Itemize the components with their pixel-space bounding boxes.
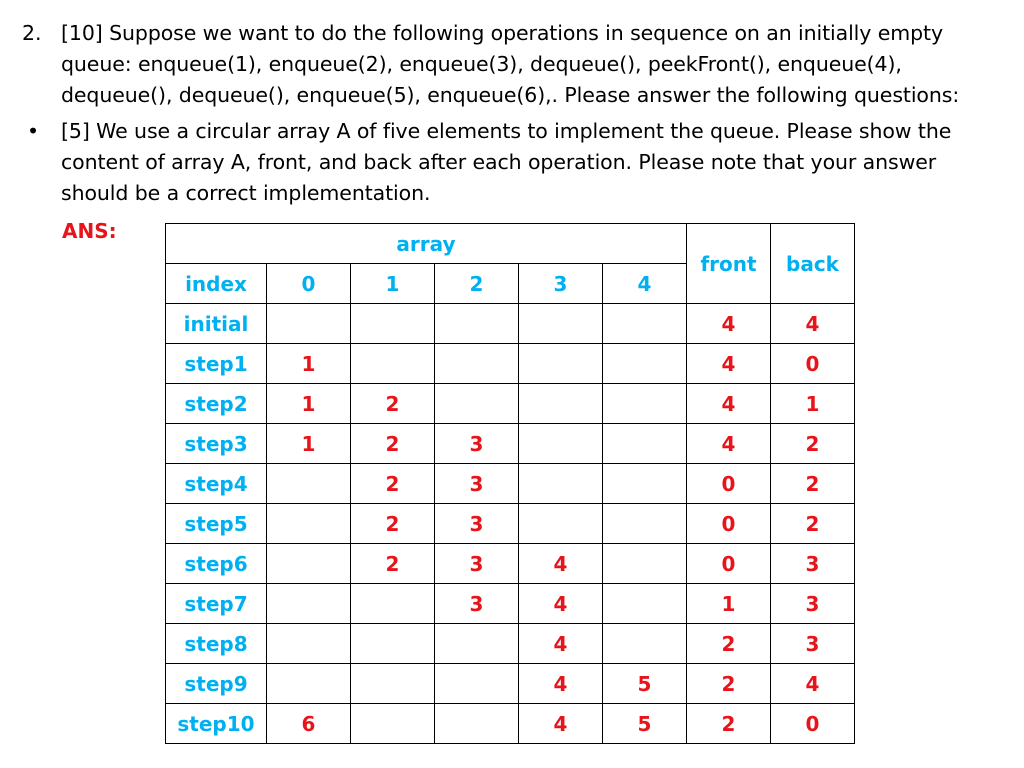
table-row — [166, 464, 855, 504]
back-cell: 2 — [771, 504, 855, 544]
array-cell: 5 — [603, 704, 687, 744]
front-cell: 4 — [687, 384, 771, 424]
step-label: step8 — [166, 624, 267, 664]
array-cell: 3 — [435, 544, 519, 584]
array-cell — [519, 384, 603, 424]
array-cell — [267, 304, 351, 344]
question-line: queue: enqueue(1), enqueue(2), enqueue(3), dequeue(), peekFront(), enqueue(4), — [61, 52, 902, 76]
table-row — [166, 424, 855, 464]
array-cell — [519, 464, 603, 504]
back-header: back — [771, 224, 855, 304]
back-cell: 2 — [771, 464, 855, 504]
array-cell — [351, 584, 435, 624]
array-cell — [351, 624, 435, 664]
back-cell: 3 — [771, 584, 855, 624]
array-cell — [603, 304, 687, 344]
step-label: step9 — [166, 664, 267, 704]
front-cell: 4 — [687, 344, 771, 384]
array-cell — [351, 304, 435, 344]
table-row — [166, 304, 855, 344]
step-label: step3 — [166, 424, 267, 464]
back-cell: 3 — [771, 624, 855, 664]
array-cell: 3 — [435, 504, 519, 544]
step-label: step10 — [166, 704, 267, 744]
question-line: dequeue(), dequeue(), enqueue(5), enqueue(6),. Please answer the following questions: — [61, 83, 960, 107]
bullet-line: content of array A, front, and back after each operation. Please note that your answer — [61, 150, 937, 174]
array-cell: 3 — [435, 424, 519, 464]
array-cell — [435, 704, 519, 744]
table-row — [166, 584, 855, 624]
table-header-row — [166, 224, 855, 264]
ans-label: ANS: — [62, 219, 117, 243]
table-row — [166, 704, 855, 744]
array-cell — [267, 544, 351, 584]
step-label: step6 — [166, 544, 267, 584]
index-cell: 1 — [351, 264, 435, 304]
array-header: array — [166, 224, 687, 264]
array-cell — [351, 344, 435, 384]
array-cell: 2 — [351, 464, 435, 504]
step-label: step7 — [166, 584, 267, 624]
array-cell: 4 — [519, 584, 603, 624]
back-cell: 3 — [771, 544, 855, 584]
back-cell: 1 — [771, 384, 855, 424]
array-cell — [435, 664, 519, 704]
array-cell: 4 — [519, 624, 603, 664]
array-cell: 2 — [351, 504, 435, 544]
queue-table — [165, 223, 855, 744]
array-cell — [435, 344, 519, 384]
table-row — [166, 384, 855, 424]
array-cell — [267, 584, 351, 624]
front-cell: 0 — [687, 504, 771, 544]
table-row — [166, 664, 855, 704]
array-cell: 1 — [267, 344, 351, 384]
array-cell — [519, 304, 603, 344]
front-cell: 2 — [687, 624, 771, 664]
index-cell: 4 — [603, 264, 687, 304]
question-line: [10] Suppose we want to do the following operations in sequence on an initially empty — [61, 21, 943, 45]
back-cell: 0 — [771, 344, 855, 384]
table-row — [166, 344, 855, 384]
index-label: index — [166, 264, 267, 304]
array-cell — [267, 624, 351, 664]
array-cell: 6 — [267, 704, 351, 744]
front-cell: 0 — [687, 464, 771, 504]
array-cell: 2 — [351, 384, 435, 424]
array-cell: 3 — [435, 464, 519, 504]
array-cell — [351, 704, 435, 744]
step-label: step4 — [166, 464, 267, 504]
table-row — [166, 544, 855, 584]
array-cell — [351, 664, 435, 704]
array-cell — [519, 504, 603, 544]
array-cell: 1 — [267, 384, 351, 424]
front-cell: 2 — [687, 664, 771, 704]
array-cell: 2 — [351, 544, 435, 584]
bullet-line: [5] We use a circular array A of five elements to implement the queue. Please show the — [61, 119, 952, 143]
front-cell: 2 — [687, 704, 771, 744]
array-cell — [603, 624, 687, 664]
step-label: step1 — [166, 344, 267, 384]
front-cell: 0 — [687, 544, 771, 584]
table-row — [166, 504, 855, 544]
array-cell: 3 — [435, 584, 519, 624]
back-cell: 4 — [771, 664, 855, 704]
back-cell: 0 — [771, 704, 855, 744]
array-cell — [603, 544, 687, 584]
array-cell — [435, 304, 519, 344]
back-cell: 4 — [771, 304, 855, 344]
array-cell: 4 — [519, 544, 603, 584]
array-cell: 4 — [519, 664, 603, 704]
array-cell — [519, 344, 603, 384]
array-cell — [519, 424, 603, 464]
array-cell — [603, 504, 687, 544]
array-cell — [603, 424, 687, 464]
array-cell: 1 — [267, 424, 351, 464]
index-cell: 0 — [267, 264, 351, 304]
array-cell — [435, 624, 519, 664]
front-cell: 4 — [687, 424, 771, 464]
array-cell — [435, 384, 519, 424]
array-cell: 5 — [603, 664, 687, 704]
array-cell — [603, 344, 687, 384]
question-number: 2. — [22, 21, 42, 45]
array-cell — [267, 464, 351, 504]
table-row — [166, 624, 855, 664]
step-label: step5 — [166, 504, 267, 544]
bullet-marker: • — [27, 119, 40, 143]
index-cell: 3 — [519, 264, 603, 304]
array-cell: 4 — [519, 704, 603, 744]
bullet-line: should be a correct implementation. — [61, 181, 431, 205]
step-label: step2 — [166, 384, 267, 424]
back-cell: 2 — [771, 424, 855, 464]
array-cell — [603, 384, 687, 424]
array-cell — [267, 504, 351, 544]
front-header: front — [687, 224, 771, 304]
front-cell: 1 — [687, 584, 771, 624]
array-cell — [603, 584, 687, 624]
index-cell: 2 — [435, 264, 519, 304]
front-cell: 4 — [687, 304, 771, 344]
step-label: initial — [166, 304, 267, 344]
array-cell — [267, 664, 351, 704]
array-cell: 2 — [351, 424, 435, 464]
array-cell — [603, 464, 687, 504]
